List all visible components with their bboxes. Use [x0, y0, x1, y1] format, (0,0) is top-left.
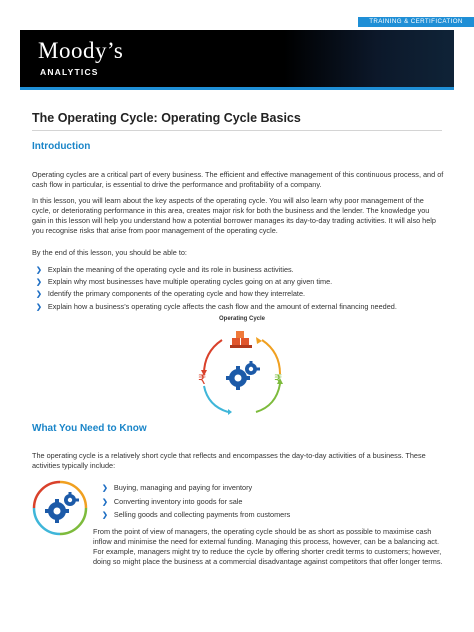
diagram-title: Operating Cycle	[218, 316, 265, 322]
cycle-arrow-orange-icon	[262, 340, 280, 374]
gears-circle-icon	[30, 478, 90, 538]
chevron-right-icon: ❯	[102, 498, 108, 506]
chevron-right-icon: ❯	[102, 512, 108, 519]
title-divider	[32, 130, 442, 131]
chevron-right-icon: ❯	[102, 485, 108, 492]
operating-cycle-diagram	[194, 316, 290, 416]
chevron-right-icon: ❯	[36, 303, 42, 311]
arrowhead-cyan-icon	[228, 409, 232, 415]
inventory-boxes-icon	[230, 331, 252, 348]
cycle-arrow-green-icon	[256, 384, 280, 412]
intro-heading: Introduction	[32, 141, 91, 152]
rupee-symbol-green-icon: ₹	[274, 373, 283, 388]
gears-icon	[226, 361, 260, 390]
cycle-arrow-red-icon	[204, 340, 222, 374]
arrowhead-orange-icon	[256, 337, 262, 344]
operating-cycle-graphic	[194, 326, 290, 418]
need-to-know-heading: What You Need to Know	[32, 423, 147, 434]
top-strip	[0, 0, 474, 14]
chevron-right-icon: ❯	[36, 279, 42, 287]
gears-circle-graphic	[30, 478, 90, 538]
chevron-right-icon: ❯	[36, 267, 42, 274]
banner-accent-line	[20, 87, 454, 90]
activity-item: ❯ Buying, managing and paying for inventory	[102, 483, 253, 492]
header-banner	[20, 30, 454, 90]
need-paragraph-2: From the point of view of managers, the operating cycle should be as short as possible to maximise cash inflow and minimise the need for external funding. Managing this process, however, can be a balancing act. For example, managers might try to reduce the cycle by offering shorter credit terms to customers; however, doing so might place the business at a commercial disadvantage against competitors that offer longer terms.	[93, 527, 443, 566]
intro-paragraph-2: In this lesson, you will learn about the key aspects of the operating cycle. You will also learn why poor management of the cycle, or deteriorating performance in this area, creates major risk for both the business and the lender. The knowledge you gain in this lesson will help you understand how a potential borrower manages its day-to-day trading activities. It will also help you recognise risks that arise from poor management of the operating cycle.	[32, 196, 436, 235]
cycle-arrow-cyan-icon	[204, 386, 228, 412]
need-paragraph-1: The operating cycle is a relatively short cycle that reflects and encompasses the day-to-day activities of a business. These activities typically include:	[32, 451, 426, 470]
objective-item: ❯ Explain why most businesses have multiple operating cycles going on at any given time.	[36, 277, 333, 287]
logo-subtitle: ANALYTICS	[40, 67, 99, 77]
intro-paragraph-3: By the end of this lesson, you should be able to:	[32, 248, 187, 257]
logo-wordmark: Moody’s	[38, 38, 124, 63]
rupee-symbol-red-icon: ₹	[198, 373, 207, 388]
banner-glow	[284, 30, 454, 90]
activity-item: ❯ Converting inventory into goods for sale	[102, 496, 243, 506]
activity-item: ❯ Selling goods and collecting payments from customers	[102, 510, 291, 519]
objective-item: ❯ Identify the primary components of the operating cycle and how they interrelate.	[36, 289, 306, 299]
chevron-right-icon: ❯	[36, 291, 42, 299]
activities-list	[102, 482, 290, 523]
objectives-list	[36, 264, 397, 313]
objective-item: ❯ Explain the meaning of the operating cycle and its role in business activities.	[36, 265, 294, 274]
training-certification-tag: TRAINING & CERTIFICATION	[358, 17, 474, 27]
objective-item: ❯ Explain how a business’s operating cycle affects the cash flow and the amount of external financing needed.	[36, 301, 397, 311]
intro-paragraph-1: Operating cycles are a critical part of every business. The efficient and effective management of this continuous process, and of cash flow in particular, is essential to drive the performance and profitability of a company.	[32, 170, 444, 189]
page-title: The Operating Cycle: Operating Cycle Basics	[32, 111, 301, 125]
